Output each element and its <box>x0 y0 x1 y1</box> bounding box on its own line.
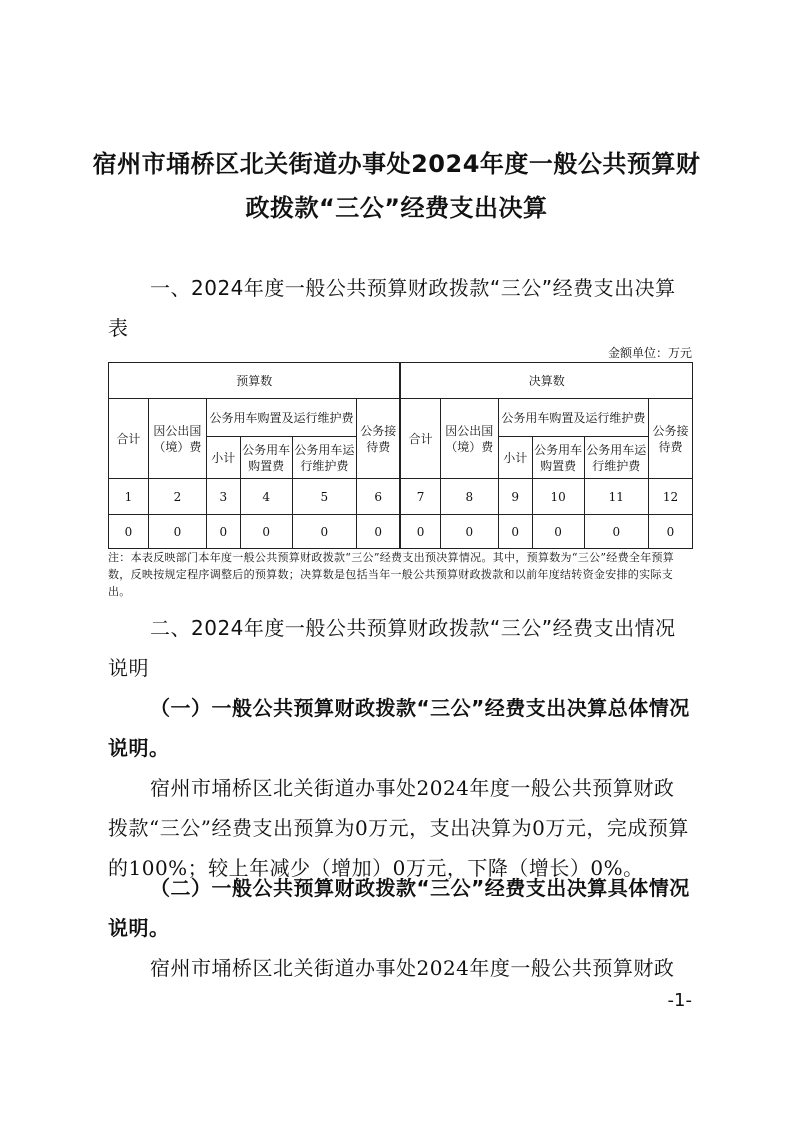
table-cell: 0 <box>206 515 240 549</box>
table-cell: 3 <box>206 479 240 515</box>
unit-label: 金额单位：万元 <box>607 346 692 360</box>
table-header-row <box>109 399 693 437</box>
table-cell: 4 <box>240 479 292 515</box>
table-cell: 10 <box>532 479 584 515</box>
table-cell: 0 <box>440 515 498 549</box>
table-note: 注：本表反映部门本年度一般公共预算财政拨款“三公”经费支出预决算情况。其中，预算数为“三公”经费全年预算数，反映按规定程序调整后的预算数；决算数是包括当年一般公共预算财政拨款和以前年度结转资金安排的实际支出。 <box>108 551 675 598</box>
budget-vehicle-group-header: 公务用车购置及运行维护费 <box>206 399 356 437</box>
final-abroad-header: 因公出国（境）费 <box>440 399 498 479</box>
subsection2-heading: （二）一般公共预算财政拨款“三公”经费支出决算具体情况说明。 <box>108 876 690 940</box>
budget-total-header: 合计 <box>109 399 149 479</box>
budget-subtotal-header: 小计 <box>206 437 240 479</box>
final-group-header: 决算数 <box>400 363 692 399</box>
table-cell: 0 <box>648 515 692 549</box>
table-cell: 8 <box>440 479 498 515</box>
final-vehicle-group-header: 公务用车购置及运行维护费 <box>498 399 648 437</box>
table-cell: 12 <box>648 479 692 515</box>
table-cell: 0 <box>148 515 206 549</box>
table-cell: 0 <box>356 515 400 549</box>
budget-vehicle-purchase-header: 公务用车购置费 <box>240 437 292 479</box>
subsection2-paragraph: 宿州市埇桥区北关街道办事处2024年度一般公共预算财政 <box>150 956 675 980</box>
table-cell: 5 <box>292 479 356 515</box>
subsection1-paragraph: 宿州市埇桥区北关街道办事处2024年度一般公共预算财政拨款“三公”经费支出预算为0万元，支出决算为0万元，完成预算的100%；较上年减少（增加）0万元，下降（增长）0%。 <box>108 776 689 880</box>
table-cell: 0 <box>292 515 356 549</box>
table-cell: 0 <box>109 515 149 549</box>
table-cell: 0 <box>240 515 292 549</box>
table-cell: 11 <box>584 479 648 515</box>
three-public-expenses-table <box>108 362 693 549</box>
section1-heading: 一、2024年度一般公共预算财政拨款“三公”经费支出决算表 <box>108 276 676 340</box>
table-number-row <box>109 479 693 515</box>
final-reception-header: 公务接待费 <box>648 399 692 479</box>
table-cell: 0 <box>498 515 532 549</box>
table-cell: 0 <box>532 515 584 549</box>
table-value-row <box>109 515 693 549</box>
budget-reception-header: 公务接待费 <box>356 399 400 479</box>
final-vehicle-purchase-header: 公务用车购置费 <box>532 437 584 479</box>
page-title: 宿州市埇桥区北关街道办事处2024年度一般公共预算财政拨款“三公”经费支出决算 <box>92 150 701 222</box>
final-subtotal-header: 小计 <box>498 437 532 479</box>
budget-vehicle-operation-header: 公务用车运行维护费 <box>292 437 356 479</box>
budget-group-header: 预算数 <box>109 363 401 399</box>
final-total-header: 合计 <box>400 399 440 479</box>
budget-abroad-header: 因公出国（境）费 <box>148 399 206 479</box>
table-cell: 7 <box>400 479 440 515</box>
table-cell: 6 <box>356 479 400 515</box>
section2-heading: 二、2024年度一般公共预算财政拨款“三公”经费支出情况说明 <box>108 616 676 680</box>
table-cell: 1 <box>109 479 149 515</box>
table-cell: 0 <box>584 515 648 549</box>
table-cell: 2 <box>148 479 206 515</box>
subsection1-heading: （一）一般公共预算财政拨款“三公”经费支出决算总体情况说明。 <box>108 696 690 760</box>
final-vehicle-operation-header: 公务用车运行维护费 <box>584 437 648 479</box>
table-group-header-row <box>109 363 693 399</box>
table-cell: 9 <box>498 479 532 515</box>
page-number: -1- <box>667 990 692 1011</box>
table-cell: 0 <box>400 515 440 549</box>
